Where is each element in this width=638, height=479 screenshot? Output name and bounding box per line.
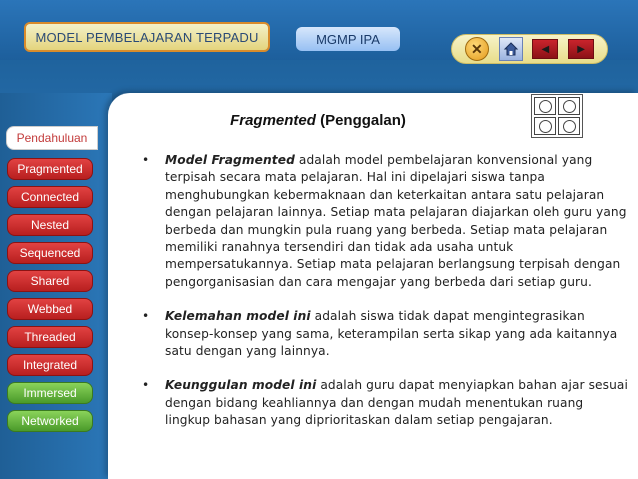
- home-button[interactable]: [499, 37, 523, 61]
- bullet-text: adalah siswa tidak dapat mengintegrasikan konsep-konsep yang sama, keterampilan serta sikap yang ada kaitannya satu dengan yang lainnya.: [165, 309, 618, 359]
- nav-controls: [451, 34, 608, 64]
- fragmented-model-icon: [531, 94, 583, 138]
- bullet-marker: •: [142, 378, 150, 393]
- content-bullets: [142, 152, 632, 430]
- home-icon: [503, 41, 519, 57]
- prev-button[interactable]: [532, 39, 558, 59]
- x-circle-icon: ✕: [471, 40, 483, 57]
- sidebar-item-pendahuluan[interactable]: Pendahuluan: [6, 126, 98, 150]
- sidebar-item-immersed[interactable]: Immersed: [7, 382, 93, 404]
- page-title-rest: (Penggalan): [315, 112, 406, 129]
- bullet-text: adalah model pembelajaran konvensional yang terpisah secara mata pelajaran. Hal ini dipelajari siswa tanpa menghubungkan kebermaknaan dan keterkaitan antara satu pelajaran dengan pelajaran lainnya. Setiap mata pelajaran diajarkan oleh guru yang berbeda dan mungkin pula ruang yang berbeda. Setiap mata pelajaran memiliki ranahnya tersendiri dan tidak ada usaha untuk mempersatukannya. Setiap mata pelajaran berlangsung terpisah dengan pengorganisasian dan cara mengajar yang berbeda dari setiap guru.: [165, 153, 627, 289]
- bullet-lead: Kelemahan model ini: [165, 309, 311, 324]
- bullet-item: [142, 152, 632, 291]
- sidebar-item-webbed[interactable]: Webbed: [7, 298, 93, 320]
- sidebar-item-nested[interactable]: Nested: [7, 214, 93, 236]
- sidebar-item-pragmented[interactable]: Pragmented: [7, 158, 93, 180]
- bullet-lead: Keunggulan model ini: [165, 378, 317, 393]
- bullet-lead: Model Fragmented: [165, 153, 295, 167]
- prev-arrow-icon: ◀: [541, 43, 550, 55]
- bullet-marker: •: [142, 309, 150, 324]
- bullet-item: [142, 377, 632, 429]
- next-arrow-icon: ▶: [577, 43, 585, 55]
- group-label: MGMP IPA: [296, 27, 400, 51]
- sidebar-item-threaded[interactable]: Threaded: [7, 326, 93, 348]
- page-title: [108, 112, 528, 129]
- page-title-italic: Fragmented: [230, 112, 316, 129]
- close-button[interactable]: [465, 37, 489, 61]
- bullet-item: [142, 308, 632, 360]
- bullet-marker: •: [142, 153, 150, 167]
- sidebar-item-sequenced[interactable]: Sequenced: [7, 242, 93, 264]
- sidebar-item-shared[interactable]: Shared: [7, 270, 93, 292]
- next-button[interactable]: [568, 39, 594, 59]
- bullet-text: adalah guru dapat menyiapkan bahan ajar sesuai dengan bidang keahliannya dan dengan mudah menentukan ruang lingkup bahasan yang diprioritaskan dalam setiap pengajaran.: [165, 378, 628, 428]
- sidebar-item-networked[interactable]: Networked: [7, 410, 93, 432]
- sidebar-item-connected[interactable]: Connected: [7, 186, 93, 208]
- sidebar-item-integrated[interactable]: Integrated: [7, 354, 93, 376]
- app-title: MODEL PEMBELAJARAN TERPADU: [24, 22, 270, 52]
